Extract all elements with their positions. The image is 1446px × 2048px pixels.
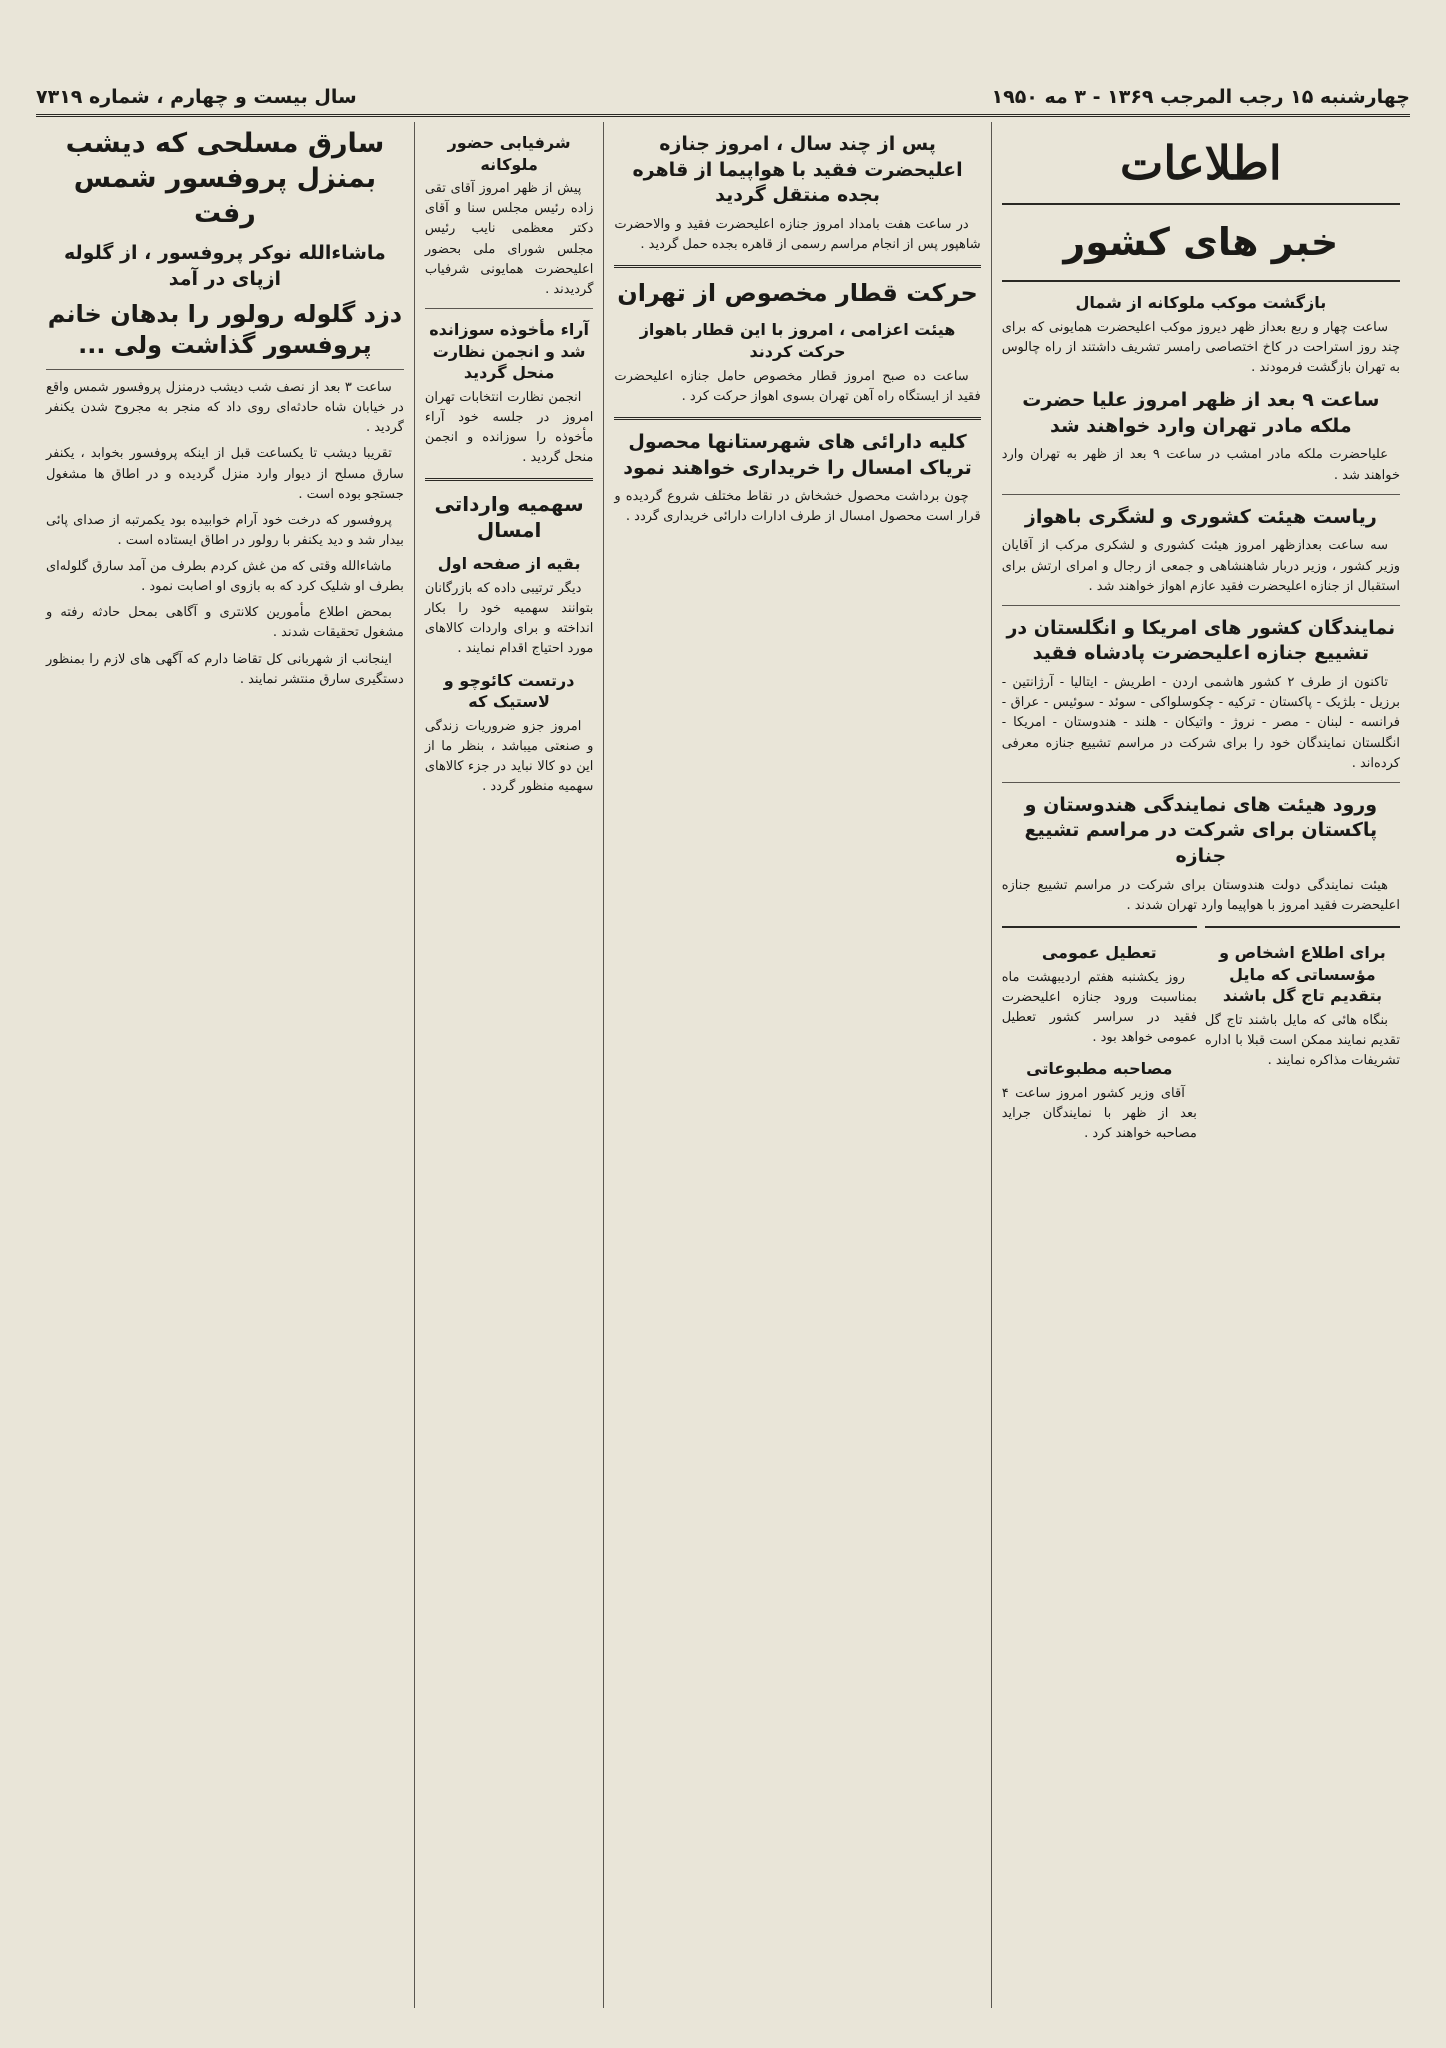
column-parliament-news bbox=[414, 122, 604, 2008]
headline: ساعت ۹ بعد از ظهر امروز علیا حضرت ملکه مادر تهران وارد خواهند شد bbox=[1022, 389, 1380, 437]
column-national-news bbox=[991, 122, 1410, 2008]
headline: دزد گلوله رولور را بدهان خانم پروفسور گذاشت ولی ... bbox=[47, 299, 403, 359]
column-funeral-news bbox=[603, 122, 990, 2008]
notice-boxes bbox=[1002, 926, 1400, 1150]
divider bbox=[46, 369, 404, 370]
article-text: پروفسور که درخت خود آرام خوابیده بود یکمرتبه از صدای پائی بیدار شد و دید یکنفر با رولور در اطاق ایستاده است . bbox=[46, 512, 404, 548]
notice-text: روز یکشنبه هفتم اردیبهشت ماه بمناسبت ورود جنازه اعلیحضرت فقید در سراسر کشور تعطیل عمومی خواهد بود . bbox=[1001, 969, 1197, 1046]
article-text: سه ساعت بعدازظهر امروز هیئت کشوری و لشکری مرکب از آقایان وزیر کشور ، وزیر دربار شاهنشاهی و جمعی از رجال و امرای ارتش برای استقبال از جنازه اعلیحضرت فقید عازم اهواز خواهند شد . bbox=[1001, 538, 1400, 594]
divider bbox=[1002, 605, 1400, 606]
headline: بازگشت موکب ملوکانه از شمال bbox=[1075, 293, 1327, 313]
headline: شرفیابی حضور ملوکانه bbox=[447, 133, 571, 174]
article-text: امروز جزو ضروریات زندگی و صنعتی میباشد ، بنظر ما از این دو کالا نباید در جزء کالاهای سهمیه منظور گردد . bbox=[424, 718, 594, 795]
article-text: تقریبا دیشب تا یکساعت قبل از اینکه پروفسور بخوابد ، یکنفر سارق مسلح از دیوار وارد منزل گردیده و در اطاق ها مشغول جستجو بوده است . bbox=[46, 446, 404, 502]
article-text: دیگر ترتیبی داده که بازرگانان بتوانند سهمیه خود را بکار انداخته و برای واردات کالاهای مورد احتیاج اقدام نمایند . bbox=[424, 580, 594, 657]
article-text: انجمن نظارت انتخابات تهران امروز در جلسه خود آراء مأخوذه را سوزانده و انجمن منحل گردید . bbox=[424, 389, 594, 466]
divider bbox=[614, 417, 980, 420]
issue-date: چهارشنبه ۱۵ رجب المرجب ۱۳۶۹ - ۳ مه ۱۹۵۰ bbox=[991, 86, 1410, 108]
columns bbox=[36, 122, 1410, 2008]
issue-number: سال بیست و چهارم ، شماره ۷۳۱۹ bbox=[36, 86, 357, 108]
headline: آراء مأخوذه سوزانده شد و انجمن نظارت منحل گردید bbox=[429, 320, 589, 383]
article-text: ساعت چهار و ربع بعداز ظهر دیروز موکب اعلیحضرت همایونی که برای چند روز استراحت در کاخ اختصاصی رامسر تشریف داشتند از راه چالوس به تهران بازگشت فرمودند . bbox=[1001, 319, 1400, 376]
section-title: خبر های کشور bbox=[1002, 203, 1400, 282]
article-text: هیئت نمایندگی دولت هندوستان برای شرکت در مراسم تشییع جنازه اعلیحضرت فقید امروز با هواپیما وارد تهران شدند . bbox=[1001, 877, 1400, 913]
masthead bbox=[36, 80, 1410, 117]
headline: ریاست هیئت کشوری و لشگری باهواز bbox=[1024, 505, 1377, 528]
article-text: تاکنون از طرف ۲ کشور هاشمی اردن - اطریش - ایتالیا - آرژانتین - برزیل - بلژیک - پاکستان - ترکیه - چکوسلواکی - سوئد - سوئیس - عراق - فرانسه - لبنان - مصر - نروژ - واتیکان - هلند - هندوستان - امریکا - انگلستان نمایندگان خود را برای شرکت در مراسم تشییع جنازه معرفی کرده‌اند . bbox=[1001, 675, 1400, 771]
subheadline: بقیه از صفحه اول bbox=[437, 554, 581, 574]
notice-title: مصاحبه مطبوعاتی bbox=[1026, 1059, 1173, 1079]
column-crime-story bbox=[36, 122, 414, 2008]
notice-title: تعطیل عمومی bbox=[1041, 943, 1157, 963]
headline: حرکت قطار مخصوص از تهران bbox=[617, 279, 978, 308]
headline: پس از چند سال ، امروز جنازه اعلیحضرت فقید با هواپیما از قاهره بجده منتقل گردید bbox=[632, 133, 963, 207]
article-text: ساعت ۳ بعد از نصف شب دیشب درمنزل پروفسور شمس واقع در خیابان شاه حادثه‌ای روی داد که منجر به مجروح شدن یکنفر گردید . bbox=[46, 379, 404, 436]
article-text: ماشاءالله وقتی که من غش کردم بطرف من آمد سارق گلوله‌ای بطرف او شلیک کرد که به بازوی او اصابت نمود . bbox=[46, 559, 404, 595]
notice-box bbox=[1002, 926, 1197, 1150]
headline: سهمیه وارداتی امسال bbox=[434, 492, 584, 543]
notice-title: برای اطلاع اشخاص و مؤسساتی که مایل بتقدیم تاج گل باشند bbox=[1219, 943, 1386, 1006]
article-text: ساعت ده صبح امروز قطار مخصوص حامل جنازه اعلیحضرت فقید از ایستگاه راه آهن تهران بسوی اهواز حرکت کرد . bbox=[614, 368, 981, 404]
notice-box bbox=[1205, 926, 1400, 1150]
divider bbox=[614, 265, 980, 268]
article-text: بمحض اطلاع مأمورین کلانتری و آگاهی بمحل حادثه رفته و مشغول تحقیقات شدند . bbox=[46, 605, 404, 641]
article-text: چون برداشت محصول خشخاش در نقاط مختلف شروع گردیده و قرار است محصول امسال از طرف ادارات دارائی خریداری گردد . bbox=[614, 489, 981, 525]
divider bbox=[425, 308, 594, 309]
headline: کلیه دارائی های شهرستانها محصول تریاک امسال را خریداری خواهند نمود bbox=[623, 430, 972, 479]
article-text: پیش از ظهر امروز آقای تقی زاده رئیس مجلس سنا و آقای دکتر معظمی نایب رئیس مجلس شورای ملی بحضور اعلیحضرت همایونی شرفیاب گردیدند . bbox=[424, 181, 594, 297]
article-text: علیاحضرت ملکه مادر امشب در ساعت ۹ بعد از ظهر به تهران وارد خواهند شد . bbox=[1001, 447, 1400, 483]
subheadline: هیئت اعزامی ، امروز با این قطار باهواز حرکت کردند bbox=[639, 320, 956, 361]
headline: درتست کائوچو و لاستیک که bbox=[443, 670, 575, 712]
divider bbox=[425, 478, 594, 481]
newspaper-logo: اطلاعات bbox=[1120, 136, 1282, 190]
article-text: در ساعت هفت بامداد امروز جنازه اعلیحضرت فقید و والاحضرت شاهپور پس از انجام مراسم رسمی از قاهره بجده حمل گردید . bbox=[614, 216, 981, 253]
divider bbox=[1002, 494, 1400, 495]
headline: ورود هیئت های نمایندگی هندوستان و پاکستان برای شرکت در مراسم تشییع جنازه bbox=[1024, 793, 1378, 868]
headline: نمایندگان کشور های امریکا و انگلستان در تشییع جنازه اعلیحضرت پادشاه فقید bbox=[1006, 616, 1396, 665]
subheadline: ماشاءالله نوکر پروفسور ، از گلوله ازپای در آمد bbox=[64, 242, 386, 290]
notice-text: بنگاه هائی که مایل باشند تاج گل تقدیم نمایند ممکن است قبلا با اداره تشریفات مذاکره نمایند . bbox=[1204, 1012, 1400, 1069]
notice-text: آقای وزیر کشور امروز ساعت ۴ بعد از ظهر با نمایندگان جراید مصاحبه خواهند کرد . bbox=[1001, 1085, 1197, 1142]
article-text: اینجانب از شهربانی کل تقاضا دارم که آگهی های لازم را بمنظور دستگیری سارق منتشر نمایند . bbox=[46, 651, 404, 687]
divider bbox=[1002, 782, 1400, 783]
headline: سارق مسلحی که دیشب بمنزل پروفسور شمس رفت bbox=[65, 128, 385, 230]
